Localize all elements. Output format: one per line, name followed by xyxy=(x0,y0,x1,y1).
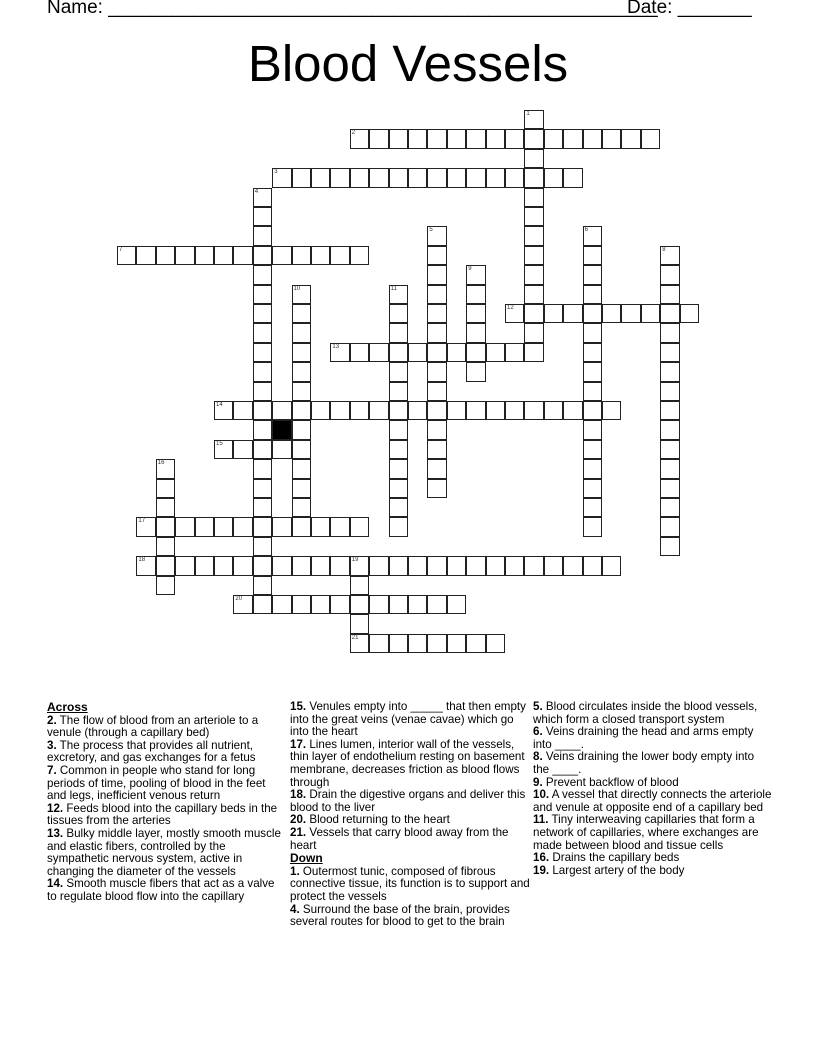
grid-cell[interactable] xyxy=(486,556,505,575)
grid-cell[interactable] xyxy=(389,440,408,459)
clue-across-7: 7. Common in people who stand for long periods of time, pooling of blood in the feet and legs, inefficient venous return xyxy=(47,763,266,803)
grid-cell[interactable] xyxy=(602,304,621,323)
grid-cell[interactable] xyxy=(660,537,679,556)
grid-cell[interactable] xyxy=(583,285,602,304)
clue-across-14: 14. Smooth muscle fibers that act as a valve to regulate blood flow into the capillary xyxy=(47,877,275,903)
grid-cell[interactable] xyxy=(660,304,679,323)
grid-cell[interactable] xyxy=(350,634,369,653)
grid-cell[interactable] xyxy=(427,440,446,459)
grid-cell[interactable] xyxy=(292,556,311,575)
grid-cell[interactable] xyxy=(408,343,427,362)
grid-cell[interactable] xyxy=(389,459,408,478)
grid-cell[interactable] xyxy=(524,188,543,207)
clue-across-15: 15. Venules empty into _____ that then empty into the great veins (venae cavae) which go into the heart xyxy=(290,700,526,739)
grid-cell[interactable] xyxy=(156,517,175,536)
clue-number: 1 xyxy=(526,111,530,117)
grid-cell[interactable] xyxy=(350,168,369,187)
grid-cell[interactable] xyxy=(466,304,485,323)
clue-number: 13 xyxy=(332,343,340,350)
grid-cell[interactable] xyxy=(660,285,679,304)
grid-cell[interactable] xyxy=(214,246,233,265)
clue-down-4: 4. Surround the base of the brain, provides several routes for blood to get to the brain xyxy=(290,902,510,929)
grid-cell[interactable] xyxy=(156,556,175,575)
grid-cell[interactable] xyxy=(175,246,194,265)
grid-cell[interactable] xyxy=(156,246,175,265)
grid-cell[interactable] xyxy=(602,556,621,575)
grid-cell[interactable] xyxy=(660,323,679,342)
grid-cell[interactable] xyxy=(350,614,369,633)
grid-cell[interactable] xyxy=(330,401,349,420)
grid-cell[interactable] xyxy=(583,362,602,381)
grid-cell[interactable] xyxy=(389,479,408,498)
clue-number: 6 xyxy=(584,227,588,234)
clues-column-3 xyxy=(533,701,773,877)
grid-cell[interactable] xyxy=(369,595,388,614)
grid-cell[interactable] xyxy=(447,634,466,653)
grid-cell[interactable] xyxy=(233,556,252,575)
grid-cell[interactable] xyxy=(253,362,272,381)
grid-cell[interactable] xyxy=(292,459,311,478)
grid-cell[interactable] xyxy=(253,343,272,362)
grid-cell[interactable] xyxy=(447,401,466,420)
grid-cell[interactable] xyxy=(427,401,446,420)
grid-cell[interactable] xyxy=(389,362,408,381)
grid-cell[interactable] xyxy=(311,595,330,614)
clue-across-2: 2. The flow of blood from an arteriole to a venule (through a capillary bed) xyxy=(47,713,259,740)
clue-down-16: 16. Drains the capillary beds xyxy=(533,851,680,865)
grid-cell[interactable] xyxy=(660,362,679,381)
grid-cell[interactable] xyxy=(389,343,408,362)
grid-cell[interactable] xyxy=(369,634,388,653)
grid-cell[interactable] xyxy=(524,129,543,148)
grid-cell[interactable] xyxy=(563,168,582,187)
grid-cell[interactable] xyxy=(427,595,446,614)
grid-cell[interactable] xyxy=(369,401,388,420)
grid-cell[interactable] xyxy=(660,479,679,498)
clue-number: 21 xyxy=(351,634,359,641)
grid-cell[interactable] xyxy=(389,129,408,148)
grid-cell[interactable] xyxy=(292,362,311,381)
grid-cell[interactable] xyxy=(427,323,446,342)
grid-cell[interactable] xyxy=(253,556,272,575)
clue-across-3: 3. The process that provides all nutrient, excretory, and gas exchanges for a fetus xyxy=(47,738,256,765)
grid-cell[interactable] xyxy=(253,576,272,595)
clue-across-17: 17. Lines lumen, interior wall of the vessels, thin layer of endothelium resting on basement membrane, decreases friction as blood flows through xyxy=(290,737,525,789)
grid-cell[interactable] xyxy=(253,479,272,498)
clue-number: 3 xyxy=(274,169,278,176)
grid-cell[interactable] xyxy=(253,207,272,226)
clue-number: 15 xyxy=(216,440,223,447)
grid-cell[interactable] xyxy=(524,285,543,304)
grid-cell[interactable] xyxy=(389,401,408,420)
grid-cell[interactable] xyxy=(195,556,214,575)
grid-cell[interactable] xyxy=(660,382,679,401)
grid-cell[interactable] xyxy=(272,595,291,614)
grid-cell[interactable] xyxy=(292,595,311,614)
grid-cell[interactable] xyxy=(427,556,446,575)
clue-across-21: 21. Vessels that carry blood away from the heart xyxy=(290,825,509,852)
grid-cell[interactable] xyxy=(253,401,272,420)
grid-cell[interactable] xyxy=(563,556,582,575)
clue-down-9: 9. Prevent backflow of blood xyxy=(533,775,679,789)
grid-cell[interactable] xyxy=(272,517,291,536)
clue-across-18: 18. Drain the digestive organs and deliver this blood to the liver xyxy=(290,788,526,814)
grid-cell[interactable] xyxy=(233,440,252,459)
grid-cell[interactable] xyxy=(156,576,175,595)
grid-cell[interactable] xyxy=(156,459,175,478)
grid-cell[interactable] xyxy=(389,517,408,536)
grid-cell[interactable] xyxy=(505,556,524,575)
grid-cell[interactable] xyxy=(660,246,679,265)
grid-cell[interactable] xyxy=(466,556,485,575)
grid-cell[interactable] xyxy=(505,304,524,323)
grid-cell[interactable] xyxy=(660,420,679,439)
grid-cell[interactable] xyxy=(583,556,602,575)
grid-cell[interactable] xyxy=(583,226,602,245)
grid-cell[interactable] xyxy=(563,304,582,323)
grid-cell[interactable] xyxy=(660,265,679,284)
grid-cell[interactable] xyxy=(253,420,272,439)
grid-cell[interactable] xyxy=(233,246,252,265)
grid-cell[interactable] xyxy=(292,343,311,362)
grid-cell[interactable] xyxy=(544,129,563,148)
grid-cell[interactable] xyxy=(272,556,291,575)
grid-cell[interactable] xyxy=(427,459,446,478)
grid-cell[interactable] xyxy=(447,168,466,187)
grid-cell[interactable] xyxy=(233,401,252,420)
grid-cell[interactable] xyxy=(195,246,214,265)
grid-cell[interactable] xyxy=(369,129,388,148)
grid-cell[interactable] xyxy=(505,401,524,420)
grid-cell[interactable] xyxy=(292,401,311,420)
clue-across-13: 13. Bulky middle layer, mostly smooth muscle and elastic fibers, controlled by the sympathetic nervous system, active in changing the diameter of the vessels xyxy=(47,826,281,878)
grid-cell[interactable] xyxy=(621,129,640,148)
grid-cell[interactable] xyxy=(389,285,408,304)
clue-number: 12 xyxy=(507,305,514,311)
grid-cell[interactable] xyxy=(272,440,291,459)
grid-cell[interactable] xyxy=(136,556,155,575)
grid-cell[interactable] xyxy=(641,129,660,148)
grid-cell[interactable] xyxy=(466,285,485,304)
grid-cell[interactable] xyxy=(427,420,446,439)
clues-column-2 xyxy=(290,701,530,929)
grid-cell[interactable] xyxy=(389,556,408,575)
grid-cell[interactable] xyxy=(524,149,543,168)
grid-cell[interactable] xyxy=(389,420,408,439)
grid-cell[interactable] xyxy=(253,498,272,517)
grid-cell[interactable] xyxy=(233,517,252,536)
page-title: Blood Vessels xyxy=(247,35,569,92)
grid-cell[interactable] xyxy=(136,246,155,265)
clue-number: 17 xyxy=(138,518,146,525)
grid-cell[interactable] xyxy=(447,129,466,148)
grid-cell[interactable] xyxy=(292,517,311,536)
grid-cell[interactable] xyxy=(253,304,272,323)
grid-cell[interactable] xyxy=(427,362,446,381)
grid-cell[interactable] xyxy=(292,168,311,187)
grid-cell[interactable] xyxy=(330,517,349,536)
grid-cell[interactable] xyxy=(350,576,369,595)
grid-cell[interactable] xyxy=(330,595,349,614)
grid-cell[interactable] xyxy=(195,517,214,536)
grid-cell[interactable] xyxy=(330,556,349,575)
name-field-label: Name: ____________________________________________________ xyxy=(47,0,658,18)
grid-cell[interactable] xyxy=(292,323,311,342)
grid-cell[interactable] xyxy=(427,265,446,284)
grid-cell[interactable] xyxy=(292,246,311,265)
grid-cell[interactable] xyxy=(311,556,330,575)
grid-cell[interactable] xyxy=(583,304,602,323)
grid-cell[interactable] xyxy=(175,556,194,575)
grid-cell[interactable] xyxy=(350,129,369,148)
grid-cell[interactable] xyxy=(427,382,446,401)
grid-cell[interactable] xyxy=(253,323,272,342)
grid-cell[interactable] xyxy=(466,265,485,284)
clue-number: 11 xyxy=(390,285,397,292)
grid-cell[interactable] xyxy=(253,440,272,459)
grid-cell[interactable] xyxy=(544,401,563,420)
grid-cell[interactable] xyxy=(466,168,485,187)
grid-cell[interactable] xyxy=(272,168,291,187)
grid-cell[interactable] xyxy=(253,382,272,401)
grid-cell[interactable] xyxy=(447,343,466,362)
grid-cell[interactable] xyxy=(253,226,272,245)
across-heading: Across xyxy=(47,700,88,714)
clue-number: 7 xyxy=(119,246,123,253)
grid-cell[interactable] xyxy=(427,226,446,245)
grid-cell[interactable] xyxy=(583,343,602,362)
grid-cell[interactable] xyxy=(253,188,272,207)
grid-cell[interactable] xyxy=(292,498,311,517)
down-heading: Down xyxy=(290,851,323,866)
grid-cell[interactable] xyxy=(544,304,563,323)
grid-cell[interactable] xyxy=(369,556,388,575)
grid-cell[interactable] xyxy=(350,517,369,536)
grid-cell[interactable] xyxy=(350,246,369,265)
grid-cell[interactable] xyxy=(350,556,369,575)
grid-cell[interactable] xyxy=(253,265,272,284)
grid-cell[interactable] xyxy=(583,246,602,265)
grid-cell[interactable] xyxy=(330,246,349,265)
grid-cell[interactable] xyxy=(253,246,272,265)
grid-cell[interactable] xyxy=(233,595,252,614)
clue-number: 4 xyxy=(254,188,259,195)
clue-down-11: 11. Tiny interweaving capillaries that form a network of capillaries, where exchanges are made between blood and tissue cells xyxy=(533,813,759,852)
grid-cell[interactable] xyxy=(427,285,446,304)
grid-cell[interactable] xyxy=(272,246,291,265)
grid-cell[interactable] xyxy=(660,459,679,478)
grid-cell[interactable] xyxy=(486,401,505,420)
grid-cell[interactable] xyxy=(660,401,679,420)
grid-cell[interactable] xyxy=(466,401,485,420)
grid-cell[interactable] xyxy=(680,304,699,323)
grid-cell[interactable] xyxy=(583,323,602,342)
clue-down-19: 19. Largest artery of the body xyxy=(533,863,685,877)
grid-cell[interactable] xyxy=(602,129,621,148)
grid-cell[interactable] xyxy=(214,556,233,575)
grid-cell[interactable] xyxy=(253,595,272,614)
clues-column-1 xyxy=(47,701,287,904)
grid-cell[interactable] xyxy=(389,168,408,187)
grid-cell[interactable] xyxy=(524,207,543,226)
grid-cell[interactable] xyxy=(389,634,408,653)
grid-cell[interactable] xyxy=(136,517,155,536)
grid-cell[interactable] xyxy=(583,265,602,284)
clue-number: 10 xyxy=(293,285,301,292)
grid-cell[interactable] xyxy=(292,479,311,498)
grid-cell[interactable] xyxy=(408,168,427,187)
grid-cell[interactable] xyxy=(330,168,349,187)
grid-cell[interactable] xyxy=(524,168,543,187)
grid-cell[interactable] xyxy=(466,634,485,653)
grid-cell[interactable] xyxy=(505,129,524,148)
grid-cell[interactable] xyxy=(583,479,602,498)
clue-number: 16 xyxy=(157,460,165,467)
grid-cell[interactable] xyxy=(330,343,349,362)
grid-cell[interactable] xyxy=(466,343,485,362)
clue-number: 8 xyxy=(662,246,666,253)
grid-cell[interactable] xyxy=(524,110,543,129)
grid-cell[interactable] xyxy=(583,459,602,478)
grid-cell[interactable] xyxy=(214,440,233,459)
grid-cell[interactable] xyxy=(369,168,388,187)
grid-cell[interactable] xyxy=(156,498,175,517)
clue-number: 2 xyxy=(351,130,356,137)
grid-cell[interactable] xyxy=(486,634,505,653)
grid-cell[interactable] xyxy=(214,401,233,420)
clue-down-10: 10. A vessel that directly connects the arteriole and venule at opposite end of a capillary bed xyxy=(533,788,772,814)
grid-cell[interactable] xyxy=(660,440,679,459)
grid-cell[interactable] xyxy=(389,304,408,323)
grid-cell[interactable] xyxy=(505,343,524,362)
grid-cell[interactable] xyxy=(524,226,543,245)
grid-cell[interactable] xyxy=(253,517,272,536)
grid-cell[interactable] xyxy=(505,168,524,187)
grid-cell[interactable] xyxy=(486,168,505,187)
grid-cell[interactable] xyxy=(583,440,602,459)
black-cell xyxy=(272,420,291,439)
grid-cell[interactable] xyxy=(427,479,446,498)
grid-cell[interactable] xyxy=(583,517,602,536)
clue-down-8: 8. Veins draining the lower body empty into the ____. xyxy=(533,750,755,776)
grid-cell[interactable] xyxy=(583,129,602,148)
grid-cell[interactable] xyxy=(389,595,408,614)
clue-number: 5 xyxy=(429,227,433,234)
grid-cell[interactable] xyxy=(466,129,485,148)
clue-number: 14 xyxy=(216,402,223,408)
grid-cell[interactable] xyxy=(466,362,485,381)
grid-cell[interactable] xyxy=(427,246,446,265)
grid-cell[interactable] xyxy=(350,595,369,614)
grid-cell[interactable] xyxy=(311,168,330,187)
grid-cell[interactable] xyxy=(350,343,369,362)
grid-cell[interactable] xyxy=(214,517,233,536)
clue-across-12: 12. Feeds blood into the capillary beds in the tissues from the arteries xyxy=(47,801,278,828)
grid-cell[interactable] xyxy=(466,323,485,342)
grid-cell[interactable] xyxy=(660,498,679,517)
grid-cell[interactable] xyxy=(524,265,543,284)
grid-cell[interactable] xyxy=(583,498,602,517)
grid-cell[interactable] xyxy=(292,285,311,304)
grid-cell[interactable] xyxy=(311,246,330,265)
grid-cell[interactable] xyxy=(292,420,311,439)
grid-cell[interactable] xyxy=(486,129,505,148)
grid-cell[interactable] xyxy=(583,382,602,401)
grid-cell[interactable] xyxy=(583,401,602,420)
grid-cell[interactable] xyxy=(660,343,679,362)
grid-cell[interactable] xyxy=(602,401,621,420)
grid-cell[interactable] xyxy=(272,401,291,420)
grid-cell[interactable] xyxy=(583,420,602,439)
grid-cell[interactable] xyxy=(253,537,272,556)
clue-number: 9 xyxy=(468,266,472,273)
clue-across-20: 20. Blood returning to the heart xyxy=(290,813,450,827)
grid-cell[interactable] xyxy=(408,129,427,148)
grid-cell[interactable] xyxy=(621,304,640,323)
grid-cell[interactable] xyxy=(253,459,272,478)
grid-cell[interactable] xyxy=(369,343,388,362)
clue-number: 20 xyxy=(235,596,243,602)
grid-cell[interactable] xyxy=(641,304,660,323)
clue-number: 18 xyxy=(138,557,146,564)
grid-cell[interactable] xyxy=(563,129,582,148)
grid-cell[interactable] xyxy=(427,634,446,653)
grid-cell[interactable] xyxy=(524,304,543,323)
grid-cell[interactable] xyxy=(524,343,543,362)
clue-down-5: 5. Blood circulates inside the blood vessels, which form a closed transport system xyxy=(533,700,758,726)
grid-cell[interactable] xyxy=(427,129,446,148)
grid-cell[interactable] xyxy=(408,556,427,575)
grid-cell[interactable] xyxy=(292,440,311,459)
grid-cell[interactable] xyxy=(544,556,563,575)
grid-cell[interactable] xyxy=(427,304,446,323)
grid-cell[interactable] xyxy=(350,401,369,420)
grid-cell[interactable] xyxy=(524,401,543,420)
grid-cell[interactable] xyxy=(408,401,427,420)
grid-cell[interactable] xyxy=(389,323,408,342)
grid-cell[interactable] xyxy=(563,401,582,420)
grid-cell[interactable] xyxy=(292,304,311,323)
clue-number: 19 xyxy=(351,557,359,564)
grid-cell[interactable] xyxy=(427,168,446,187)
clue-down-6: 6. Veins draining the head and arms empty into ____. xyxy=(533,725,754,751)
grid-cell[interactable] xyxy=(447,595,466,614)
grid-cell[interactable] xyxy=(389,498,408,517)
grid-cell[interactable] xyxy=(156,537,175,556)
grid-cell[interactable] xyxy=(389,382,408,401)
grid-cell[interactable] xyxy=(117,246,136,265)
grid-cell[interactable] xyxy=(486,343,505,362)
grid-cell[interactable] xyxy=(311,517,330,536)
grid-cell[interactable] xyxy=(524,246,543,265)
grid-cell[interactable] xyxy=(427,343,446,362)
clue-down-1: 1. Outermost tunic, composed of fibrous connective tissue, its function is to support and protect the vessels xyxy=(290,864,530,903)
grid-cell[interactable] xyxy=(544,168,563,187)
grid-cell[interactable] xyxy=(660,517,679,536)
grid-cell[interactable] xyxy=(524,556,543,575)
grid-cell[interactable] xyxy=(311,401,330,420)
grid-cell[interactable] xyxy=(408,634,427,653)
grid-cell[interactable] xyxy=(253,285,272,304)
grid-cell[interactable] xyxy=(175,517,194,536)
grid-cell[interactable] xyxy=(524,323,543,342)
grid-cell[interactable] xyxy=(292,382,311,401)
grid-cell[interactable] xyxy=(156,479,175,498)
date-field-label: Date: _______ xyxy=(627,0,752,18)
grid-cell[interactable] xyxy=(447,556,466,575)
grid-cell[interactable] xyxy=(408,595,427,614)
